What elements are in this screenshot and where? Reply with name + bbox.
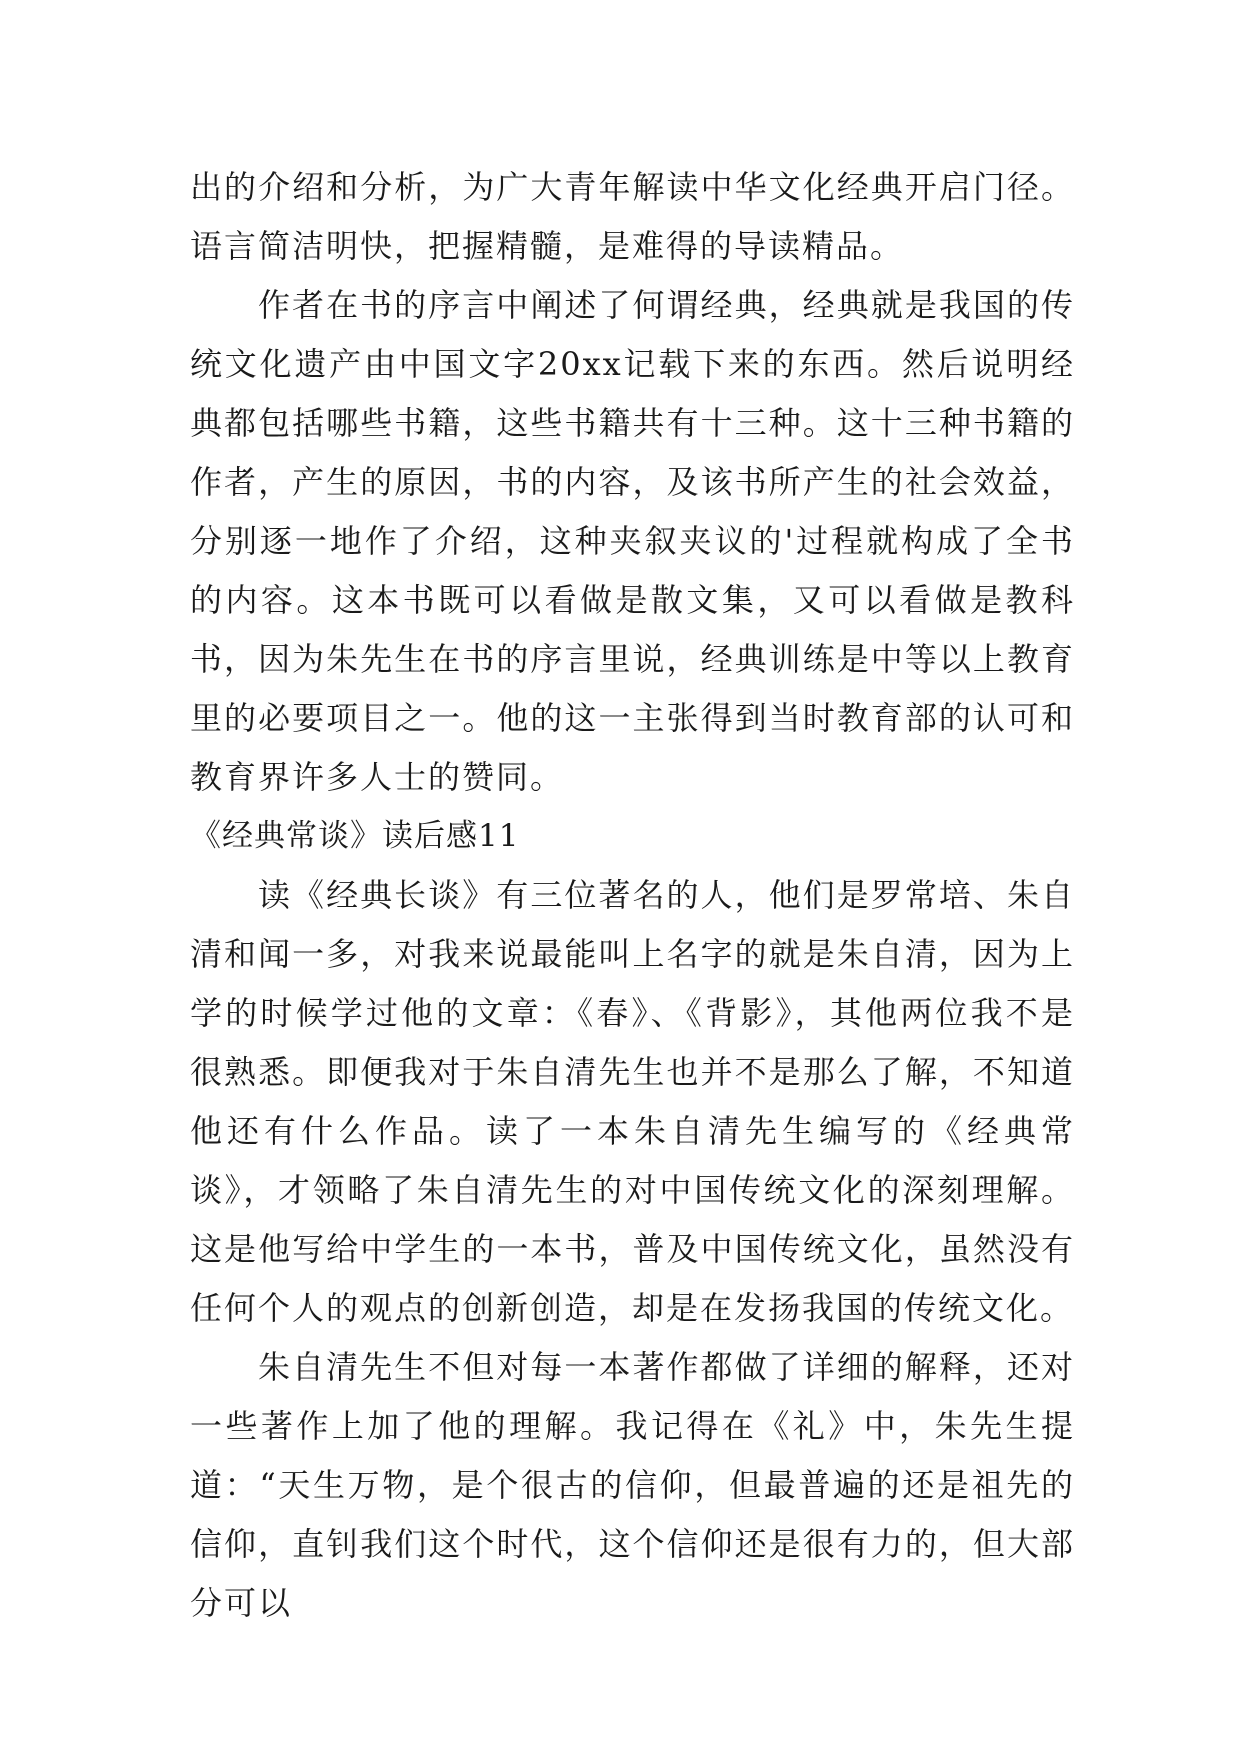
paragraph-intro-continuation: 出的介绍和分析，为广大青年解读中华文化经典开启门径。语言简洁明快，把握精髓，是难得的导读精品。 <box>190 168 1075 265</box>
paragraph-li-commentary: 朱自清先生不但对每一本著作都做了详细的解释，还对一些著作上加了他的理解。我记得在《礼》中，朱先生提道：“天生万物，是个很古的信仰，但最普遍的还是祖先的信仰，直钊我们这个时代，这个信仰还是很有力的，但大部分可以 <box>190 1348 1075 1622</box>
paragraph-reading-reflection: 读《经典长谈》有三位著名的人，他们是罗常培、朱自清和闻一多，对我来说最能叫上名字的就是朱自清，因为上学的时候学过他的文章：《春》、《背影》，其他两位我不是很熟悉。即便我对于朱自清先生也并不是那么了解，不知道他还有什么作品。读了一本朱自清先生编写的《经典常谈》，才领略了朱自清先生的对中国传统文化的深刻理解。这是他写给中学生的一本书，普及中国传统文化，虽然没有任何个人的观点的创新创造，却是在发扬我国的传统文化。 <box>190 876 1075 1327</box>
section-heading: 《经典常谈》读后感11 <box>190 818 520 854</box>
document-body <box>190 158 1075 1633</box>
paragraph-preface-summary: 作者在书的序言中阐述了何谓经典，经典就是我国的传统文化遗产由中国文字20xx记载下来的东西。然后说明经典都包括哪些书籍，这些书籍共有十三种。这十三种书籍的作者，产生的原因，书的内容，及该书所产生的社会效益，分别逐一地作了介绍，这种夹叙夹议的'过程就构成了全书的内容。这本书既可以看做是散文集，又可以看做是教科书，因为朱先生在书的序言里说，经典训练是中等以上教育里的必要项目之一。他的这一主张得到当时教育部的认可和教育界许多人士的赞同。 <box>190 286 1075 796</box>
